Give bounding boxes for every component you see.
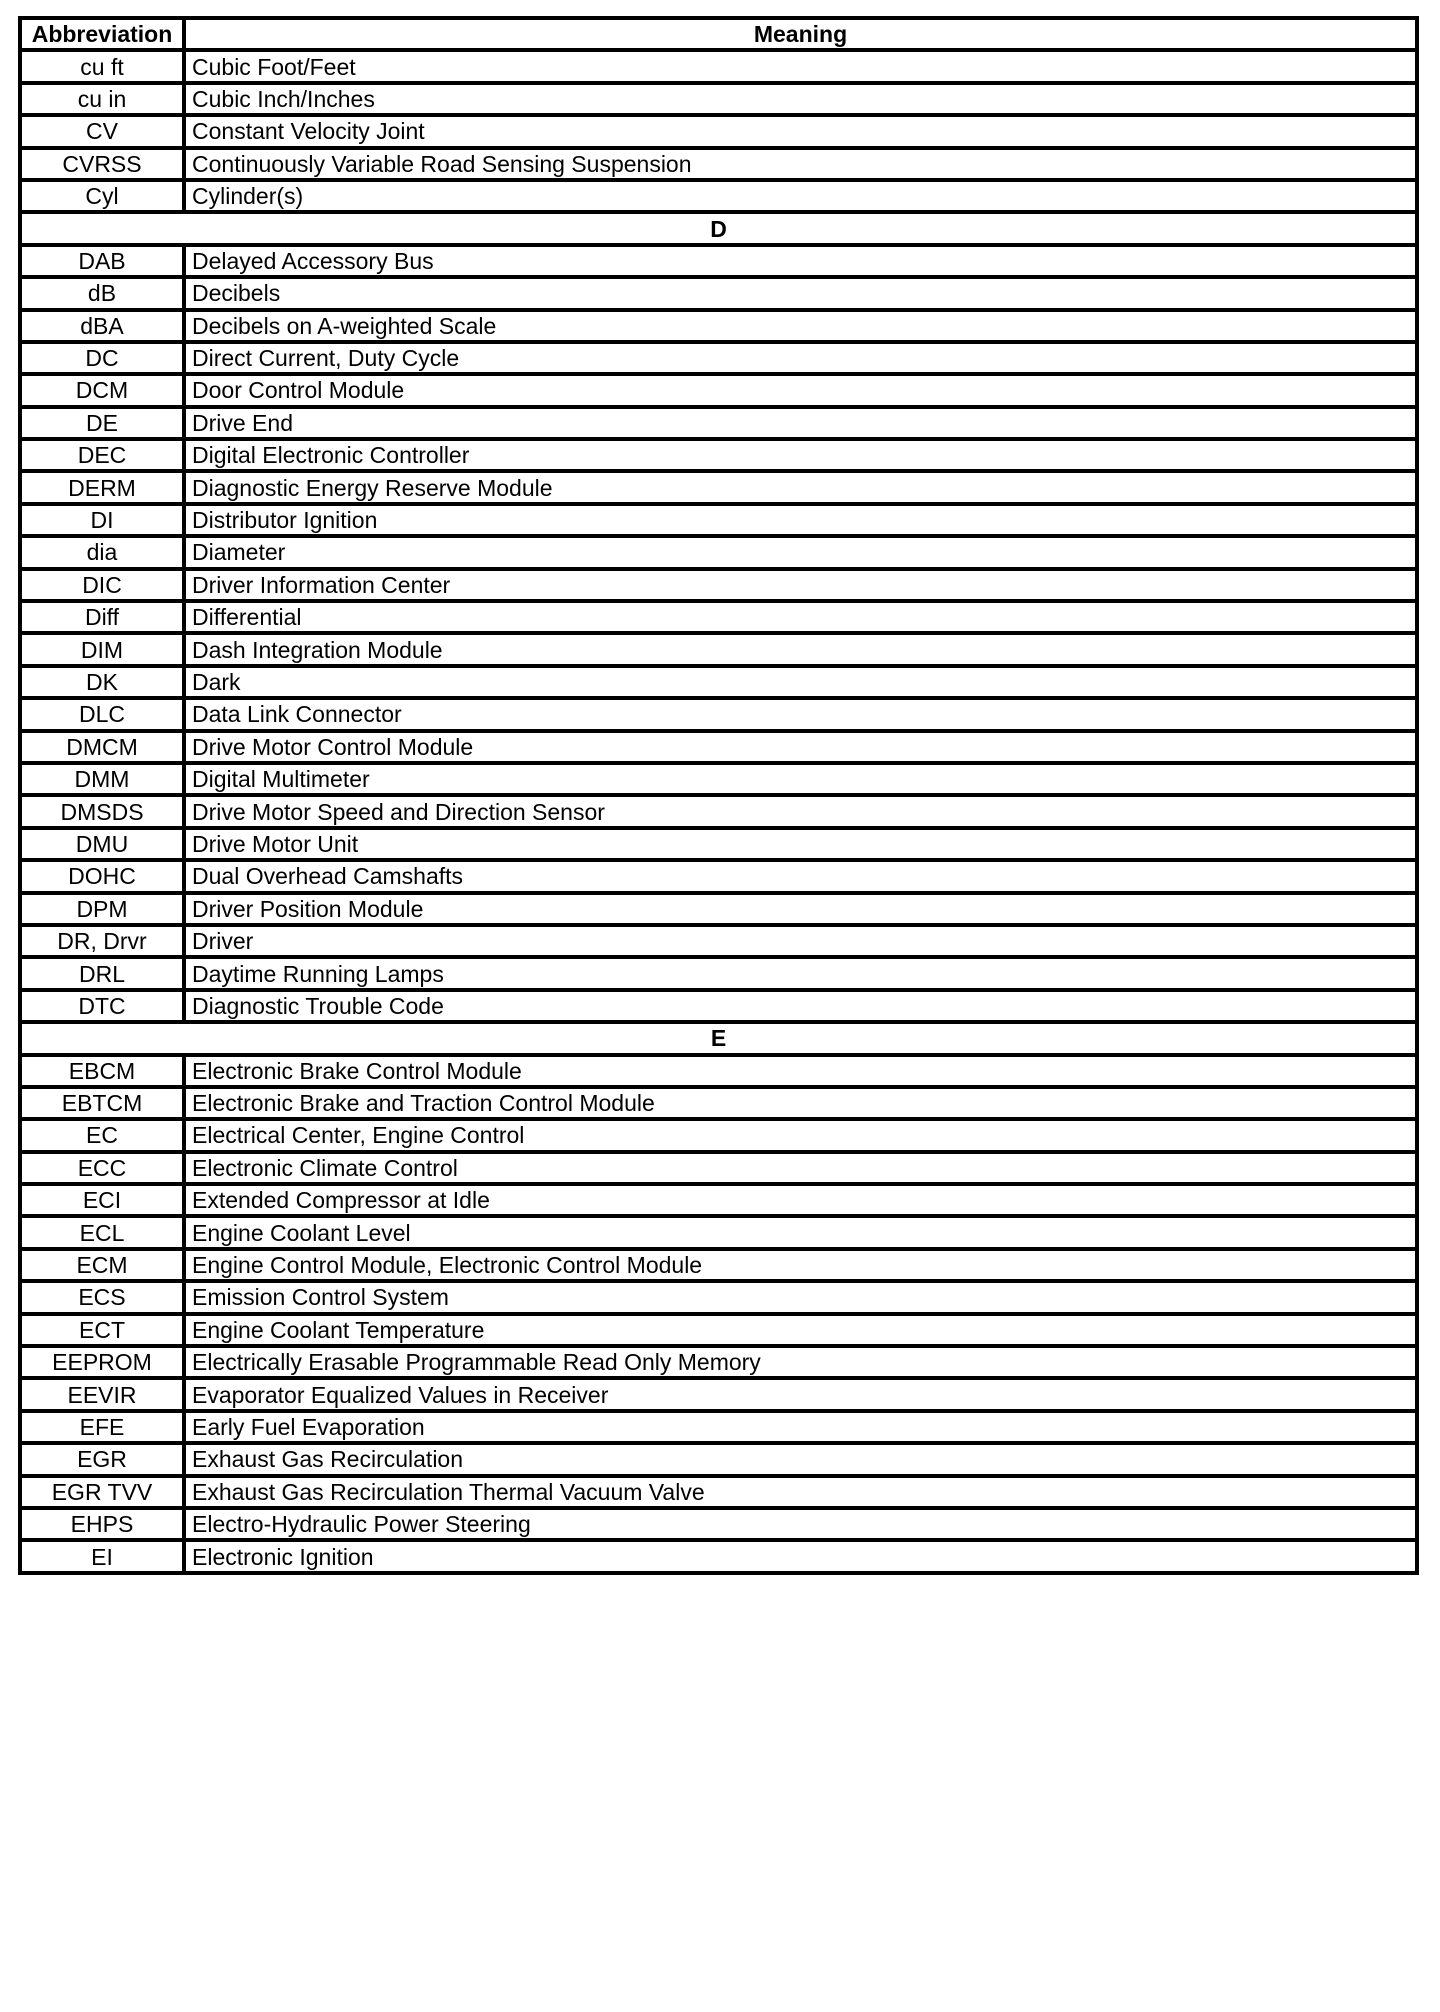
meaning-cell: Digital Electronic Controller xyxy=(184,439,1417,471)
table-row xyxy=(20,342,1417,374)
section-letter: E xyxy=(20,1022,1417,1054)
table-row xyxy=(20,50,1417,82)
abbreviation-cell: DIC xyxy=(20,569,184,601)
table-row xyxy=(20,1055,1417,1087)
table-row xyxy=(20,1119,1417,1151)
meaning-cell: Driver Information Center xyxy=(184,569,1417,601)
meaning-cell: Drive Motor Unit xyxy=(184,828,1417,860)
abbreviation-cell: ECI xyxy=(20,1184,184,1216)
table-row xyxy=(20,828,1417,860)
table-row xyxy=(20,310,1417,342)
table-row xyxy=(20,1281,1417,1313)
abbreviation-cell: EGR TVV xyxy=(20,1476,184,1508)
meaning-cell: Distributor Ignition xyxy=(184,504,1417,536)
abbreviation-cell: ECM xyxy=(20,1249,184,1281)
table-row xyxy=(20,374,1417,406)
abbreviation-cell: EGR xyxy=(20,1443,184,1475)
meaning-cell: Daytime Running Lamps xyxy=(184,957,1417,989)
table-row xyxy=(20,504,1417,536)
table-row xyxy=(20,569,1417,601)
meaning-cell: Dark xyxy=(184,666,1417,698)
abbreviation-cell: ECL xyxy=(20,1216,184,1248)
table-row xyxy=(20,957,1417,989)
table-row xyxy=(20,666,1417,698)
meaning-cell: Electronic Brake Control Module xyxy=(184,1055,1417,1087)
meaning-cell: Digital Multimeter xyxy=(184,763,1417,795)
abbreviation-cell: DE xyxy=(20,407,184,439)
meaning-cell: Extended Compressor at Idle xyxy=(184,1184,1417,1216)
table-row xyxy=(20,698,1417,730)
meaning-cell: Differential xyxy=(184,601,1417,633)
meaning-cell: Drive Motor Speed and Direction Sensor xyxy=(184,795,1417,827)
section-row xyxy=(20,1022,1417,1054)
abbreviation-cell: EEPROM xyxy=(20,1346,184,1378)
table-row xyxy=(20,1152,1417,1184)
abbreviation-cell: DRL xyxy=(20,957,184,989)
table-row xyxy=(20,407,1417,439)
meaning-cell: Electronic Ignition xyxy=(184,1540,1417,1572)
abbreviation-cell: ECC xyxy=(20,1152,184,1184)
table-row xyxy=(20,277,1417,309)
table-body xyxy=(20,50,1417,1572)
table-row xyxy=(20,471,1417,503)
meaning-cell: Engine Control Module, Electronic Control Module xyxy=(184,1249,1417,1281)
meaning-column-header: Meaning xyxy=(184,18,1417,50)
meaning-cell: Evaporator Equalized Values in Receiver xyxy=(184,1378,1417,1410)
table-row xyxy=(20,1443,1417,1475)
table-row xyxy=(20,439,1417,471)
meaning-cell: Direct Current, Duty Cycle xyxy=(184,342,1417,374)
meaning-cell: Engine Coolant Level xyxy=(184,1216,1417,1248)
table-row xyxy=(20,1184,1417,1216)
table-row xyxy=(20,536,1417,568)
abbreviation-cell: cu in xyxy=(20,83,184,115)
table-row xyxy=(20,893,1417,925)
abbreviation-cell: EFE xyxy=(20,1411,184,1443)
meaning-cell: Drive Motor Control Module xyxy=(184,731,1417,763)
meaning-cell: Constant Velocity Joint xyxy=(184,115,1417,147)
table-row xyxy=(20,1314,1417,1346)
abbreviation-cell: EBCM xyxy=(20,1055,184,1087)
abbreviation-cell: EHPS xyxy=(20,1508,184,1540)
abbreviation-cell: DR, Drvr xyxy=(20,925,184,957)
meaning-cell: Diagnostic Energy Reserve Module xyxy=(184,471,1417,503)
abbreviation-cell: DC xyxy=(20,342,184,374)
abbreviation-cell: EC xyxy=(20,1119,184,1151)
abbreviation-cell: DOHC xyxy=(20,860,184,892)
meaning-cell: Data Link Connector xyxy=(184,698,1417,730)
table-row xyxy=(20,763,1417,795)
abbreviation-cell: DEC xyxy=(20,439,184,471)
table-row xyxy=(20,860,1417,892)
meaning-cell: Cubic Inch/Inches xyxy=(184,83,1417,115)
abbreviation-cell: ECT xyxy=(20,1314,184,1346)
abbreviation-cell: Diff xyxy=(20,601,184,633)
abbreviation-cell: DMM xyxy=(20,763,184,795)
meaning-cell: Dual Overhead Camshafts xyxy=(184,860,1417,892)
meaning-cell: Door Control Module xyxy=(184,374,1417,406)
meaning-cell: Drive End xyxy=(184,407,1417,439)
meaning-cell: Driver Position Module xyxy=(184,893,1417,925)
abbreviation-cell: ECS xyxy=(20,1281,184,1313)
table-row xyxy=(20,148,1417,180)
abbreviation-cell: DERM xyxy=(20,471,184,503)
table-row xyxy=(20,1508,1417,1540)
table-row xyxy=(20,1378,1417,1410)
abbreviation-cell: DMCM xyxy=(20,731,184,763)
table-row xyxy=(20,990,1417,1022)
meaning-cell: Engine Coolant Temperature xyxy=(184,1314,1417,1346)
abbreviation-cell: EBTCM xyxy=(20,1087,184,1119)
table-row xyxy=(20,795,1417,827)
table-row xyxy=(20,1540,1417,1572)
section-letter: D xyxy=(20,212,1417,244)
abbreviation-cell: EEVIR xyxy=(20,1378,184,1410)
abbreviation-cell: DCM xyxy=(20,374,184,406)
abbreviation-cell: DI xyxy=(20,504,184,536)
abbreviation-cell: EI xyxy=(20,1540,184,1572)
meaning-cell: Exhaust Gas Recirculation Thermal Vacuum Valve xyxy=(184,1476,1417,1508)
meaning-cell: Early Fuel Evaporation xyxy=(184,1411,1417,1443)
abbreviation-cell: DMU xyxy=(20,828,184,860)
table-row xyxy=(20,1087,1417,1119)
abbreviation-cell: DPM xyxy=(20,893,184,925)
abbreviation-cell: dBA xyxy=(20,310,184,342)
meaning-cell: Delayed Accessory Bus xyxy=(184,245,1417,277)
table-row xyxy=(20,1476,1417,1508)
meaning-cell: Electrical Center, Engine Control xyxy=(184,1119,1417,1151)
abbreviation-cell: dB xyxy=(20,277,184,309)
abbreviation-cell: DIM xyxy=(20,633,184,665)
meaning-cell: Cylinder(s) xyxy=(184,180,1417,212)
abbreviation-table xyxy=(18,16,1419,1575)
table-row xyxy=(20,180,1417,212)
table-row xyxy=(20,601,1417,633)
abbreviation-cell: cu ft xyxy=(20,50,184,82)
meaning-cell: Electrically Erasable Programmable Read Only Memory xyxy=(184,1346,1417,1378)
abbreviation-column-header: Abbreviation xyxy=(20,18,184,50)
table-row xyxy=(20,1216,1417,1248)
meaning-cell: Exhaust Gas Recirculation xyxy=(184,1443,1417,1475)
meaning-cell: Continuously Variable Road Sensing Suspension xyxy=(184,148,1417,180)
meaning-cell: Decibels xyxy=(184,277,1417,309)
table-row xyxy=(20,1249,1417,1281)
abbreviation-cell: CV xyxy=(20,115,184,147)
abbreviation-cell: CVRSS xyxy=(20,148,184,180)
meaning-cell: Driver xyxy=(184,925,1417,957)
meaning-cell: Dash Integration Module xyxy=(184,633,1417,665)
meaning-cell: Electronic Climate Control xyxy=(184,1152,1417,1184)
abbreviation-cell: DLC xyxy=(20,698,184,730)
section-row xyxy=(20,212,1417,244)
table-row xyxy=(20,115,1417,147)
table-row xyxy=(20,1346,1417,1378)
abbreviation-cell: Cyl xyxy=(20,180,184,212)
meaning-cell: Electronic Brake and Traction Control Module xyxy=(184,1087,1417,1119)
meaning-cell: Decibels on A-weighted Scale xyxy=(184,310,1417,342)
table-row xyxy=(20,245,1417,277)
table-row xyxy=(20,1411,1417,1443)
table-row xyxy=(20,83,1417,115)
abbreviation-cell: DMSDS xyxy=(20,795,184,827)
meaning-cell: Diagnostic Trouble Code xyxy=(184,990,1417,1022)
table-row xyxy=(20,633,1417,665)
meaning-cell: Emission Control System xyxy=(184,1281,1417,1313)
abbreviation-cell: dia xyxy=(20,536,184,568)
table-header-row xyxy=(20,18,1417,50)
abbreviation-cell: DAB xyxy=(20,245,184,277)
abbreviation-cell: DK xyxy=(20,666,184,698)
table-row xyxy=(20,925,1417,957)
meaning-cell: Cubic Foot/Feet xyxy=(184,50,1417,82)
table-row xyxy=(20,731,1417,763)
abbreviation-cell: DTC xyxy=(20,990,184,1022)
meaning-cell: Electro-Hydraulic Power Steering xyxy=(184,1508,1417,1540)
meaning-cell: Diameter xyxy=(184,536,1417,568)
